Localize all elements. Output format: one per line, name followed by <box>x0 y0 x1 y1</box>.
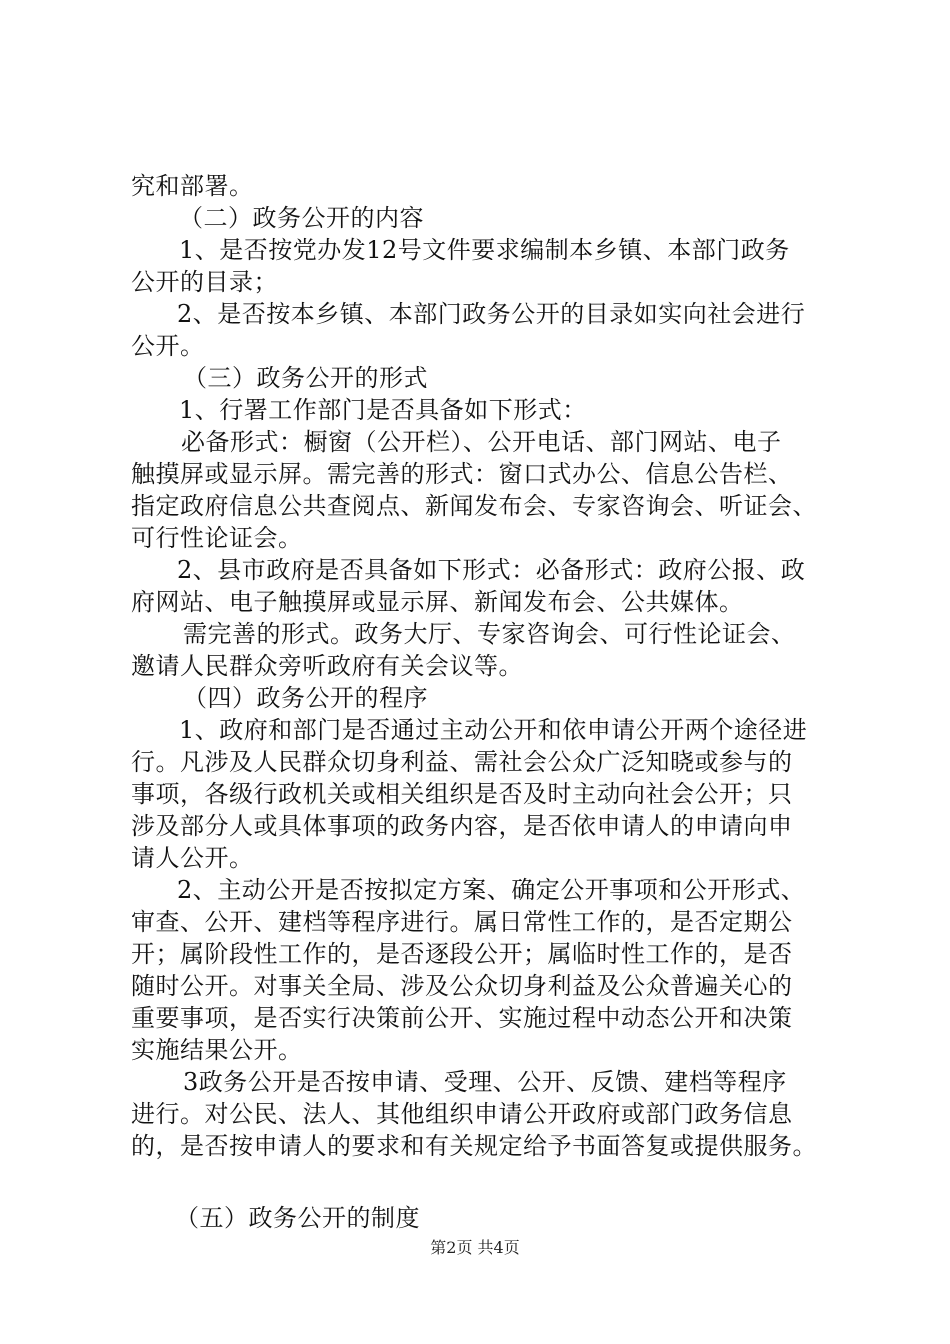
text-line: 事项，各级行政机关或相关组织是否及时主动向社会公开；只 <box>131 780 793 808</box>
text-line: 可行性论证会。 <box>131 524 303 552</box>
text-line: 必备形式：橱窗（公开栏）、公开电话、部门网站、电子 <box>181 428 782 456</box>
text-line: （二）政务公开的内容 <box>179 204 424 232</box>
text-line: 实施结果公开。 <box>131 1036 303 1064</box>
text-line: 的，是否按申请人的要求和有关规定给予书面答复或提供服务。 <box>131 1132 817 1160</box>
text-line: 请人公开。 <box>131 844 254 872</box>
text-line: 邀请人民群众旁听政府有关会议等。 <box>131 652 523 680</box>
text-line: 府网站、电子触摸屏或显示屏、新闻发布会、公共媒体。 <box>131 588 744 616</box>
text-line: 2、是否按本乡镇、本部门政务公开的目录如实向社会进行 <box>177 300 806 328</box>
text-line: 公开的目录； <box>131 268 278 296</box>
text-line: 2、县市政府是否具备如下形式：必备形式：政府公报、政 <box>177 556 806 584</box>
text-line: 涉及部分人或具体事项的政务内容，是否依申请人的申请向申 <box>131 812 793 840</box>
text-line: 1、政府和部门是否通过主动公开和依申请公开两个途径进 <box>179 716 808 744</box>
text-line: 究和部署。 <box>131 172 254 200</box>
text-line: 1、是否按党办发12号文件要求编制本乡镇、本部门政务 <box>179 236 790 264</box>
text-line: 1、行署工作部门是否具备如下形式： <box>179 396 587 424</box>
text-line: 审查、公开、建档等程序进行。属日常性工作的，是否定期公 <box>131 908 793 936</box>
text-line: 开；属阶段性工作的，是否逐段公开；属临时性工作的，是否 <box>131 940 793 968</box>
text-line: 2、主动公开是否按拟定方案、确定公开事项和公开形式、 <box>177 876 806 904</box>
text-line: （四）政务公开的程序 <box>183 684 428 712</box>
paragraph-gap <box>131 1162 831 1202</box>
section-heading: （五）政务公开的制度 <box>175 1204 420 1232</box>
text-line: 随时公开。对事关全局、涉及公众切身利益及公众普遍关心的 <box>131 972 793 1000</box>
page-footer: 第2页 共4页 <box>430 1238 520 1257</box>
text-line: 进行。对公民、法人、其他组织申请公开政府或部门政务信息 <box>131 1100 793 1128</box>
text-line: 需完善的形式。政务大厅、专家咨询会、可行性论证会、 <box>183 620 796 648</box>
text-line: 指定政府信息公共查阅点、新闻发布会、专家咨询会、听证会、 <box>131 492 817 520</box>
text-line: 公开。 <box>131 332 205 360</box>
document-body <box>131 170 831 1234</box>
text-line: 行。凡涉及人民群众切身利益、需社会公众广泛知晓或参与的 <box>131 748 793 776</box>
text-line: 3政务公开是否按申请、受理、公开、反馈、建档等程序 <box>183 1068 787 1096</box>
text-line: （三）政务公开的形式 <box>183 364 428 392</box>
text-line: 重要事项，是否实行决策前公开、实施过程中动态公开和决策 <box>131 1004 793 1032</box>
text-line: 触摸屏或显示屏。需完善的形式：窗口式办公、信息公告栏、 <box>131 460 793 488</box>
